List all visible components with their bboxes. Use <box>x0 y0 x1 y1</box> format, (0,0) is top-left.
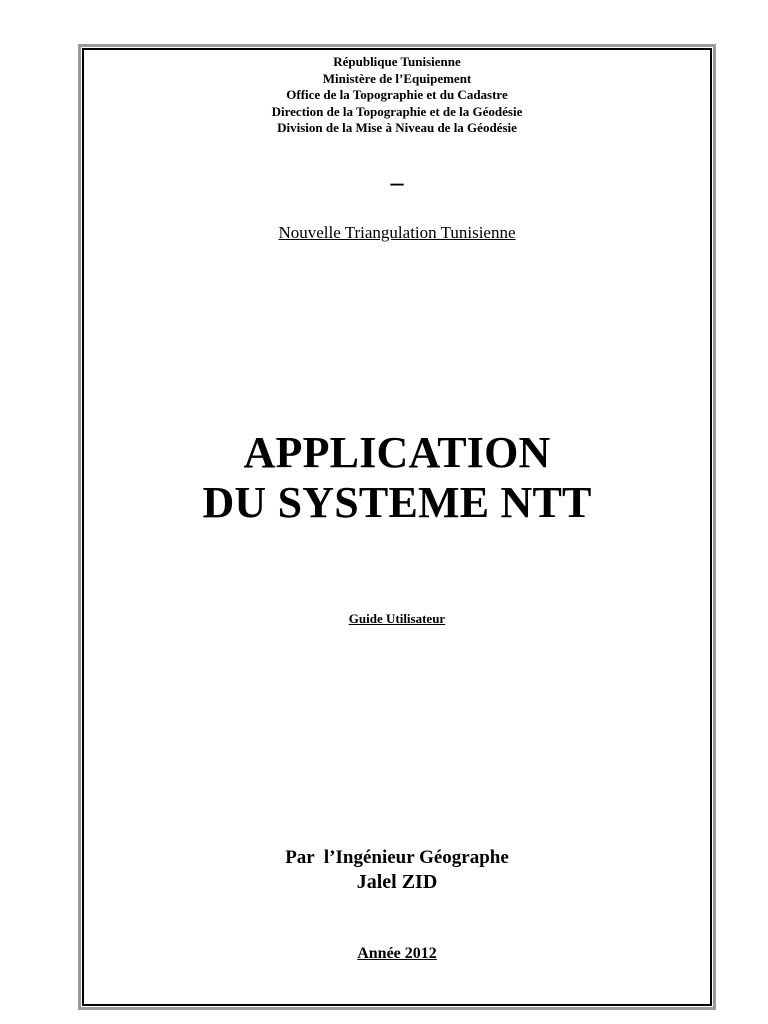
document-title <box>82 428 712 528</box>
subtitle-text: Nouvelle Triangulation Tunisienne <box>278 223 516 242</box>
title-line-1: APPLICATION <box>243 428 551 477</box>
header-line-office: Office de la Topographie et du Cadastre <box>286 87 508 102</box>
title-line-2: DU SYSTEME NTT <box>202 478 592 527</box>
year-label <box>82 944 712 964</box>
author-block <box>82 846 712 894</box>
institution-header <box>82 54 712 137</box>
guide-text: Guide Utilisateur <box>348 611 446 626</box>
author-prefix: Par l’Ingénieur Géographe <box>285 847 509 868</box>
header-line-direction: Direction de la Topographie et de la Géodésie <box>271 103 523 119</box>
separator-dash: – <box>390 168 404 197</box>
header-line-ministry: Ministère de l’Equipement <box>322 70 472 86</box>
guide-label <box>82 611 712 627</box>
header-line-republic: République Tunisienne <box>333 54 461 69</box>
header-line-division: Division de la Mise à Niveau de la Géodésie <box>277 120 517 135</box>
year-text: Année 2012 <box>357 945 437 962</box>
subtitle <box>82 222 712 244</box>
author-name: Jalel ZID <box>356 871 438 893</box>
